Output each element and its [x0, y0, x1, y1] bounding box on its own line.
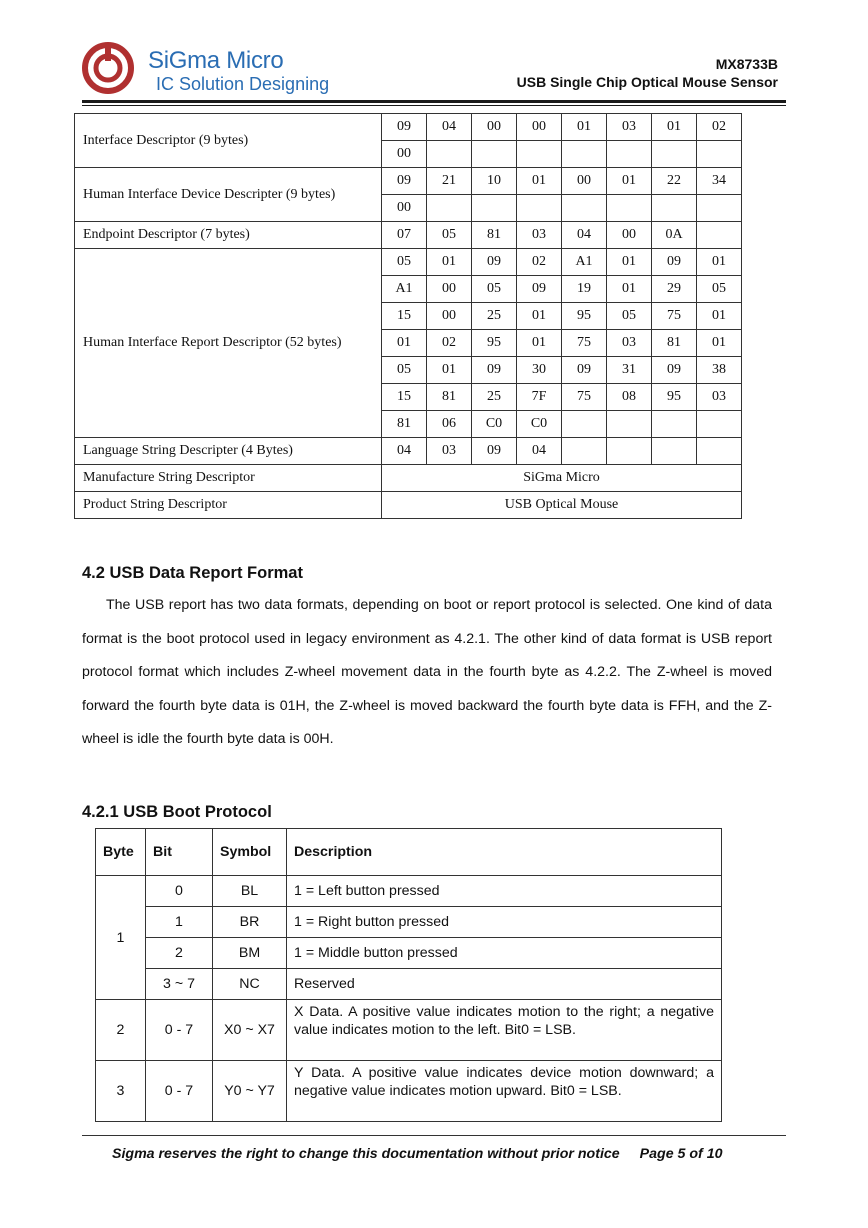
byte-cell: 30 — [517, 357, 562, 384]
byte-cell — [652, 411, 697, 438]
bit-cell: 2 — [146, 938, 213, 969]
byte-cell — [562, 411, 607, 438]
bit-cell: 1 — [146, 907, 213, 938]
byte-cell: 29 — [652, 276, 697, 303]
description-cell: 1 = Middle button pressed — [287, 938, 722, 969]
byte-cell: 01 — [562, 114, 607, 141]
table-row — [75, 438, 742, 465]
table-header-row — [96, 829, 722, 876]
byte-cell — [697, 411, 742, 438]
byte-cell: 04 — [517, 438, 562, 465]
byte-cell: C0 — [472, 411, 517, 438]
byte-cell: 22 — [652, 168, 697, 195]
footer-divider — [82, 1135, 786, 1136]
byte-cell — [427, 141, 472, 168]
byte-cell — [562, 438, 607, 465]
byte-cell: 38 — [697, 357, 742, 384]
bit-cell: 0 - 7 — [146, 1061, 213, 1122]
byte-cell: 81 — [382, 411, 427, 438]
row-label: Human Interface Device Descripter (9 bytes) — [75, 168, 382, 222]
byte-cell: 03 — [607, 114, 652, 141]
byte-cell: 00 — [427, 276, 472, 303]
brand — [148, 48, 329, 94]
byte-cell: 05 — [697, 276, 742, 303]
model-number: MX8733B — [715, 56, 778, 72]
byte-cell — [472, 141, 517, 168]
byte-cell: 02 — [427, 330, 472, 357]
byte-cell — [562, 141, 607, 168]
byte-cell: 00 — [472, 114, 517, 141]
description-cell: 1 = Right button pressed — [287, 907, 722, 938]
byte-cell: 00 — [382, 141, 427, 168]
row-label: Product String Descriptor — [75, 492, 382, 519]
byte-cell: 01 — [427, 249, 472, 276]
company-logo — [82, 42, 134, 94]
header-divider — [82, 100, 786, 103]
table-row — [96, 876, 722, 907]
byte-cell: 21 — [427, 168, 472, 195]
byte-cell: 81 — [652, 330, 697, 357]
table-row — [96, 1000, 722, 1061]
bit-cell: 0 - 7 — [146, 1000, 213, 1061]
byte-cell — [607, 195, 652, 222]
byte-cell: 00 — [517, 114, 562, 141]
bit-cell: 3 ~ 7 — [146, 969, 213, 1000]
row-label: Interface Descriptor (9 bytes) — [75, 114, 382, 168]
byte-cell: 05 — [427, 222, 472, 249]
byte-cell: 01 — [607, 249, 652, 276]
byte-cell: 05 — [382, 249, 427, 276]
byte-cell: 04 — [382, 438, 427, 465]
byte-cell: 7F — [517, 384, 562, 411]
byte-cell: 3 — [96, 1061, 146, 1122]
byte-cell: 95 — [652, 384, 697, 411]
row-label: Language String Descripter (4 Bytes) — [75, 438, 382, 465]
byte-cell: 81 — [427, 384, 472, 411]
section-heading: 4.2.1 USB Boot Protocol — [82, 803, 272, 821]
byte-cell: 09 — [472, 249, 517, 276]
byte-cell: 75 — [562, 384, 607, 411]
header-right — [517, 55, 778, 91]
paragraph: The USB report has two data formats, depending on boot or report protocol is selected. One kind of data format is the boot protocol used in legacy environment as 4.2.1. The other kind of data format is USB report protocol format which includes Z-wheel movement data in the fourth byte as 4.2.2. The Z-wheel is moved forward the fourth byte data is 01H, the Z-wheel is moved backward the fourth byte data is FFH, and the Z-wheel is idle the fourth byte data is 00H. — [82, 597, 772, 747]
byte-cell: 01 — [517, 168, 562, 195]
footer — [112, 1146, 722, 1162]
byte-cell — [697, 438, 742, 465]
table-row — [75, 168, 742, 195]
table-row — [96, 969, 722, 1000]
symbol-cell: NC — [213, 969, 287, 1000]
byte-cell: 01 — [697, 249, 742, 276]
byte-cell: 01 — [607, 168, 652, 195]
byte-cell: 01 — [517, 303, 562, 330]
byte-cell: 31 — [607, 357, 652, 384]
row-label: Endpoint Descriptor (7 bytes) — [75, 222, 382, 249]
byte-cell: 01 — [697, 330, 742, 357]
header-divider-thin — [82, 105, 786, 106]
byte-cell: A1 — [382, 276, 427, 303]
byte-cell: 01 — [607, 276, 652, 303]
string-value: SiGma Micro — [382, 465, 742, 492]
symbol-cell: BR — [213, 907, 287, 938]
string-value: USB Optical Mouse — [382, 492, 742, 519]
boot-protocol-table — [95, 828, 722, 1122]
byte-cell: A1 — [562, 249, 607, 276]
header-bit: Bit — [146, 829, 213, 876]
byte-cell — [652, 438, 697, 465]
byte-cell — [607, 411, 652, 438]
byte-cell — [607, 141, 652, 168]
symbol-cell: X0 ~ X7 — [213, 1000, 287, 1061]
table-row — [96, 938, 722, 969]
byte-cell: 05 — [472, 276, 517, 303]
byte-cell: 75 — [562, 330, 607, 357]
header-description: Description — [287, 829, 722, 876]
table-row — [75, 249, 742, 276]
byte-cell: 01 — [697, 303, 742, 330]
byte-cell: 10 — [472, 168, 517, 195]
product-name: USB Single Chip Optical Mouse Sensor — [516, 74, 778, 90]
description-cell: Y Data. A positive value indicates device motion downward; a negative value indicates motion upward. Bit0 = LSB. — [287, 1061, 722, 1122]
bit-cell: 0 — [146, 876, 213, 907]
byte-cell: 75 — [652, 303, 697, 330]
byte-cell: 07 — [382, 222, 427, 249]
header-symbol: Symbol — [213, 829, 287, 876]
byte-cell: 06 — [427, 411, 472, 438]
byte-cell — [697, 222, 742, 249]
byte-cell: 08 — [607, 384, 652, 411]
byte-cell: 04 — [562, 222, 607, 249]
descriptor-table — [74, 113, 742, 519]
table-row — [75, 492, 742, 519]
byte-cell: 01 — [517, 330, 562, 357]
byte-cell: 15 — [382, 384, 427, 411]
byte-cell: 09 — [652, 357, 697, 384]
byte-cell: 09 — [472, 357, 517, 384]
byte-cell: C0 — [517, 411, 562, 438]
byte-cell: 00 — [562, 168, 607, 195]
table-row — [75, 114, 742, 141]
byte-cell: 95 — [472, 330, 517, 357]
table-row — [96, 907, 722, 938]
byte-cell: 09 — [382, 168, 427, 195]
byte-cell: 09 — [472, 438, 517, 465]
byte-cell: 34 — [697, 168, 742, 195]
byte-cell: 25 — [472, 303, 517, 330]
byte-cell — [697, 141, 742, 168]
byte-cell: 81 — [472, 222, 517, 249]
header-byte: Byte — [96, 829, 146, 876]
byte-cell — [517, 141, 562, 168]
byte-cell — [652, 195, 697, 222]
byte-cell — [652, 141, 697, 168]
byte-cell: 09 — [562, 357, 607, 384]
byte-cell: 03 — [517, 222, 562, 249]
byte-cell: 09 — [517, 276, 562, 303]
symbol-cell: BM — [213, 938, 287, 969]
byte-cell: 25 — [472, 384, 517, 411]
page-number: Page 5 of 10 — [639, 1146, 723, 1162]
byte-cell — [472, 195, 517, 222]
byte-cell: 00 — [607, 222, 652, 249]
symbol-cell: BL — [213, 876, 287, 907]
footer-notice: Sigma reserves the right to change this documentation without prior notice — [112, 1146, 620, 1162]
byte-cell — [427, 195, 472, 222]
byte-cell: 15 — [382, 303, 427, 330]
byte-cell: 05 — [607, 303, 652, 330]
table-row — [75, 465, 742, 492]
byte-cell: 00 — [427, 303, 472, 330]
byte-cell — [697, 195, 742, 222]
table-row — [96, 1061, 722, 1122]
byte-cell: 2 — [96, 1000, 146, 1061]
byte-cell: 01 — [652, 114, 697, 141]
byte-cell: 00 — [382, 195, 427, 222]
brand-name: SiGma Micro — [148, 47, 284, 74]
row-label: Human Interface Report Descriptor (52 bytes) — [75, 249, 382, 438]
byte-cell: 03 — [427, 438, 472, 465]
byte-cell: 01 — [427, 357, 472, 384]
byte-cell: 19 — [562, 276, 607, 303]
byte-cell: 03 — [607, 330, 652, 357]
symbol-cell: Y0 ~ Y7 — [213, 1061, 287, 1122]
byte-cell: 01 — [382, 330, 427, 357]
byte-cell: 03 — [697, 384, 742, 411]
byte-cell — [607, 438, 652, 465]
byte-cell: 09 — [382, 114, 427, 141]
row-label: Manufacture String Descriptor — [75, 465, 382, 492]
byte-cell — [517, 195, 562, 222]
byte-cell: 02 — [517, 249, 562, 276]
byte-cell: 0A — [652, 222, 697, 249]
table-row — [75, 222, 742, 249]
byte-cell: 02 — [697, 114, 742, 141]
byte-cell: 1 — [96, 876, 146, 1000]
byte-cell: 05 — [382, 357, 427, 384]
brand-tagline: IC Solution Designing — [156, 74, 330, 94]
byte-cell: 04 — [427, 114, 472, 141]
byte-cell: 09 — [652, 249, 697, 276]
section-heading: 4.2 USB Data Report Format — [82, 564, 303, 582]
description-cell: Reserved — [287, 969, 722, 1000]
byte-cell: 95 — [562, 303, 607, 330]
description-cell: 1 = Left button pressed — [287, 876, 722, 907]
description-cell: X Data. A positive value indicates motion to the right; a negative value indicates motion to the left. Bit0 = LSB. — [287, 1000, 722, 1061]
byte-cell — [562, 195, 607, 222]
